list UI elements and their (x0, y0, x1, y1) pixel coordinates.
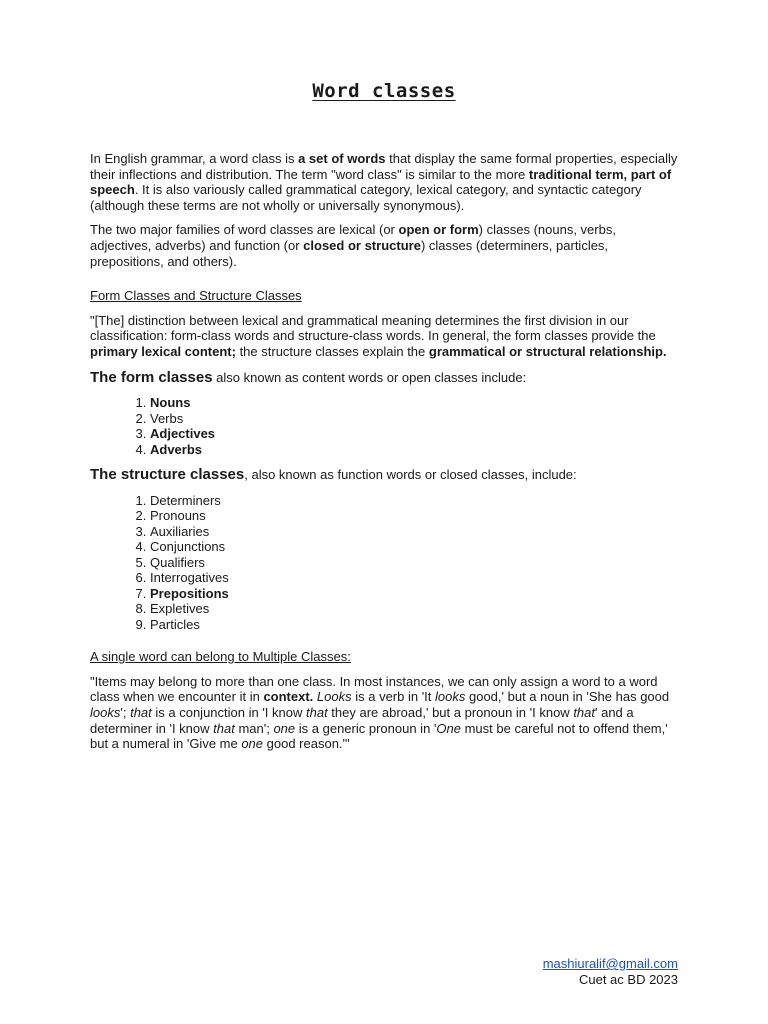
text-run: The two major families of word classes are lexical (or (90, 222, 399, 238)
intro-paragraph (90, 151, 680, 213)
text-run: also known as content words or open classes include: (212, 369, 527, 385)
list-item-label: Nouns (150, 395, 191, 411)
italic-run: that (306, 705, 328, 720)
page-title: Word classes (312, 80, 456, 102)
italic-run: looks (435, 689, 466, 705)
text-run: must be careful not to offend them,' but a numeral in 'Give me (90, 720, 668, 752)
structure-classes-lead: The structure classes (90, 466, 245, 484)
italic-run: looks (90, 705, 121, 720)
list-item (150, 570, 680, 586)
italic-run: Looks (316, 689, 352, 705)
form-classes-intro (90, 370, 680, 386)
section-heading-form-structure: Form Classes and Structure Classes (90, 288, 302, 304)
list-item (150, 617, 680, 633)
text-run: the structure classes explain the (235, 343, 429, 359)
text-run: In English grammar, a word class is (90, 151, 299, 166)
text-run: that display the same formal properties, especially their inflections and distribution. The term "word class" is similar to the more (90, 151, 678, 182)
list-item (150, 426, 680, 442)
text-run: is a verb in 'It (351, 689, 436, 705)
list-item-label: Expletives (150, 601, 210, 617)
text-run: good reason.'" (263, 736, 350, 752)
list-item-label: Qualifiers (150, 554, 205, 570)
bold-run: a set of words (298, 151, 386, 166)
text-run: '; (120, 705, 131, 720)
list-item (150, 524, 680, 540)
text-run: ) classes (nouns, verbs, adjectives, adverbs) and function (or (90, 222, 616, 253)
structure-classes-intro (90, 467, 680, 483)
bold-run: context. (263, 689, 314, 705)
list-item (150, 411, 680, 427)
text-run: is a conjunction in 'I know (151, 705, 306, 720)
text-run: is a generic pronoun in ' (295, 720, 437, 736)
text-run: good,' but a noun in 'She has good (465, 689, 670, 705)
bold-run: open or form (398, 222, 479, 238)
bold-run: primary lexical content; (90, 343, 236, 359)
page-footer (543, 956, 678, 987)
list-item (150, 555, 680, 571)
text-run: man'; (234, 720, 274, 736)
list-item (150, 395, 680, 411)
distinction-paragraph (90, 313, 680, 360)
bold-run: grammatical or structural relationship. (428, 343, 667, 359)
text-run: ' and a determiner in 'I know (90, 705, 634, 736)
italic-run: one (241, 736, 264, 752)
bold-run: traditional term, part of speech (90, 166, 672, 198)
list-item-label: Verbs (150, 410, 184, 426)
list-item-label: Pronouns (150, 508, 206, 524)
list-item-label: Auxiliaries (150, 523, 210, 539)
structure-classes-list (90, 493, 680, 633)
form-classes-lead: The form classes (90, 368, 213, 386)
form-classes-list (90, 395, 680, 457)
list-item-label: Adjectives (150, 426, 216, 442)
italic-run: that (573, 705, 595, 720)
text-run: , also known as function words or closed classes, include: (244, 467, 577, 483)
multiple-classes-paragraph (90, 674, 680, 752)
list-item-label: Interrogatives (150, 570, 229, 586)
italic-run: that (213, 720, 235, 736)
list-item-label: Adverbs (150, 441, 203, 457)
document-body (90, 151, 680, 752)
author-email-link[interactable]: mashiuralif@gmail.com (542, 956, 678, 971)
text-run: "Items may belong to more than one class. In most instances, we can only assign a word to a word class when we encounter it in (90, 673, 658, 705)
text-run: "[The] distinction between lexical and grammatical meaning determines the first division in our classification: form-class words and structure-class words. In general, the form classes provide the (90, 312, 656, 344)
list-item (150, 442, 680, 458)
list-item-label: Particles (150, 616, 200, 632)
text-run: . It is also variously called grammatical category, lexical category, and syntactic category (although these terms are not wholly or universally synonymous). (90, 182, 642, 213)
list-item (150, 508, 680, 524)
list-item (150, 539, 680, 555)
list-item-label: Conjunctions (150, 539, 226, 555)
italic-run: One (436, 720, 461, 736)
italic-run: one (273, 720, 296, 736)
list-item-label: Determiners (150, 492, 221, 508)
section-heading-multiple-classes: A single word can belong to Multiple Classes: (90, 649, 351, 665)
list-item-label: Prepositions (150, 585, 229, 601)
footer-affiliation: Cuet ac BD 2023 (578, 971, 678, 987)
text-run: they are abroad,' but a pronoun in 'I know (327, 705, 574, 720)
list-item (150, 493, 680, 509)
list-item (150, 586, 680, 602)
families-paragraph (90, 222, 680, 269)
bold-run: closed or structure (303, 237, 421, 253)
italic-run: that (130, 705, 152, 720)
text-run: ) classes (determiners, particles, prepositions, and others). (90, 237, 609, 269)
list-item (150, 601, 680, 617)
